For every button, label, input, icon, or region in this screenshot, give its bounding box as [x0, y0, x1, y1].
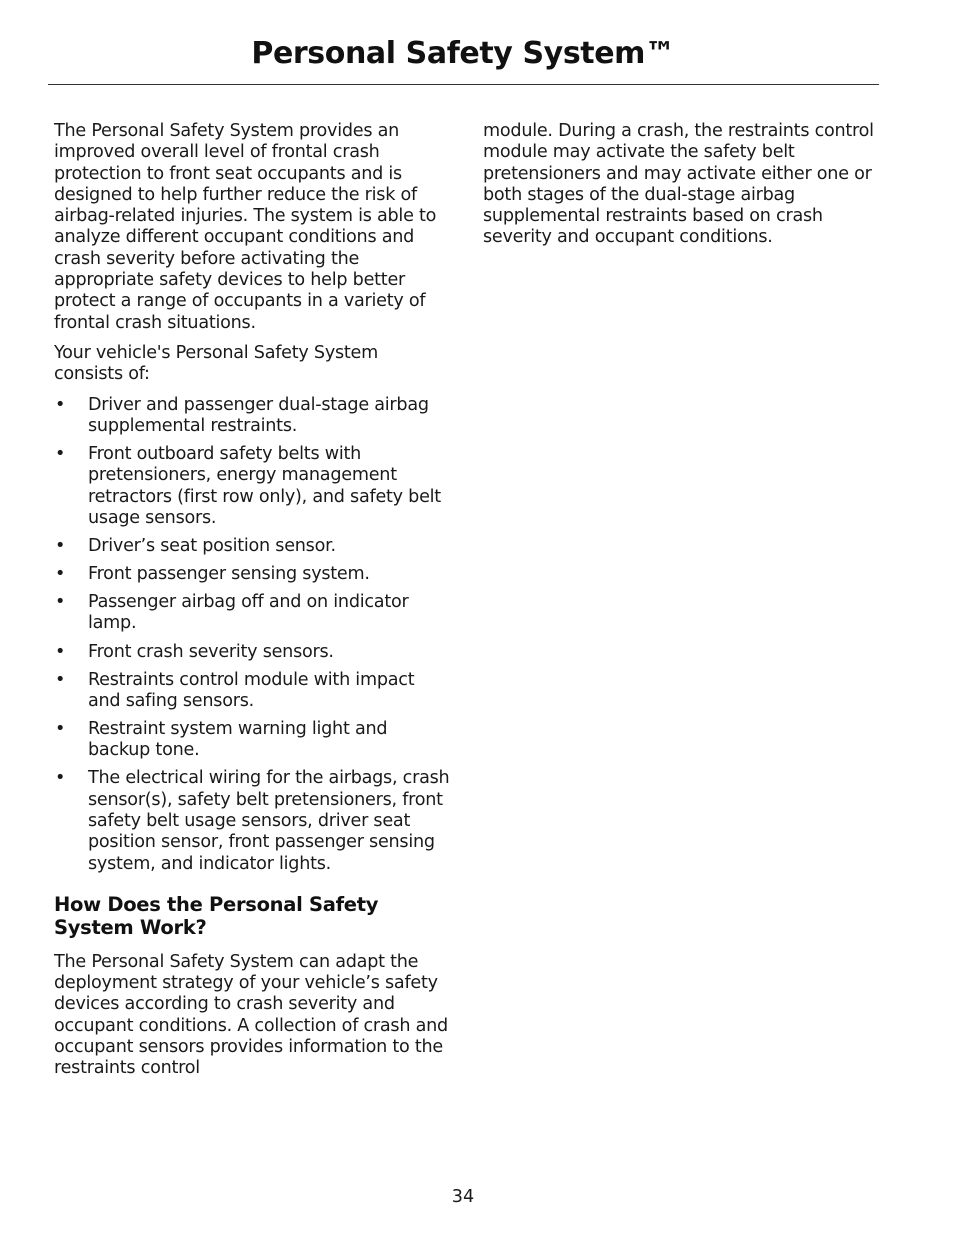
list-item-text: Passenger airbag off and on indicator lamp. — [88, 592, 409, 634]
bullet-icon: • — [55, 535, 66, 556]
list-item — [54, 564, 452, 585]
list-item — [54, 719, 452, 762]
bullet-icon: • — [55, 443, 66, 464]
list-item — [54, 642, 452, 663]
right-column — [483, 121, 881, 258]
list-item-text: Front passenger sensing system. — [88, 564, 370, 585]
section-paragraph: The Personal Safety System can adapt the deployment strategy of your vehicle’s safety devices according to crash severity and occupant conditions. A collection of crash and occupant sensors provides information to the restraints control — [54, 951, 448, 1079]
bullet-icon: • — [55, 768, 66, 789]
title-divider — [48, 84, 879, 85]
bullet-icon: • — [55, 641, 66, 662]
list-item-text: Front crash severity sensors. — [88, 641, 334, 662]
consists-of-paragraph: Your vehicle's Personal Safety System consists of: — [54, 342, 379, 385]
list-item — [54, 768, 452, 874]
list-item — [54, 444, 452, 529]
bullet-icon: • — [55, 719, 66, 739]
components-list — [54, 395, 452, 875]
continued-paragraph: module. During a crash, the restraints control module may activate the safety belt pretensioners and may activate either one or both stages of the dual-stage airbag supplemental restraints based on crash severity and occupant conditions. — [483, 121, 874, 248]
bullet-icon: • — [55, 592, 66, 613]
page-title: Personal Safety System™ — [251, 36, 675, 71]
list-item-text: Front outboard safety belts with pretensioners, energy management retractors (first row only), and safety belt usage sensors. — [88, 443, 441, 528]
list-item — [54, 592, 452, 635]
intro-paragraph: The Personal Safety System provides an improved overall level of frontal crash protection to front seat occupants and is designed to help further reduce the risk of airbag-related injuries. The system is able to analyze different occupant conditions and crash severity before activating the appropriate safety devices to help better protect a range of occupants in a variety of frontal crash situations. — [54, 121, 437, 333]
list-item — [54, 536, 452, 557]
list-item-text: Restraints control module with impact and safing sensors. — [88, 669, 415, 711]
bullet-icon: • — [55, 564, 66, 585]
list-item-text: The electrical wiring for the airbags, crash sensor(s), safety belt pretensioners, front safety belt usage sensors, driver seat position sensor, front passenger sensing system, and indicator lights. — [88, 768, 450, 874]
page-number: 34 — [451, 1187, 475, 1207]
bullet-icon: • — [55, 394, 66, 415]
list-item — [54, 670, 452, 713]
section-heading: How Does the Personal Safety System Work? — [54, 892, 379, 939]
bullet-icon: • — [55, 669, 66, 690]
left-column — [54, 121, 452, 1089]
list-item — [54, 395, 452, 438]
list-item-text: Restraint system warning light and backup tone. — [88, 719, 388, 761]
list-item-text: Driver’s seat position sensor. — [88, 535, 336, 556]
list-item-text: Driver and passenger dual-stage airbag supplemental restraints. — [88, 394, 429, 436]
